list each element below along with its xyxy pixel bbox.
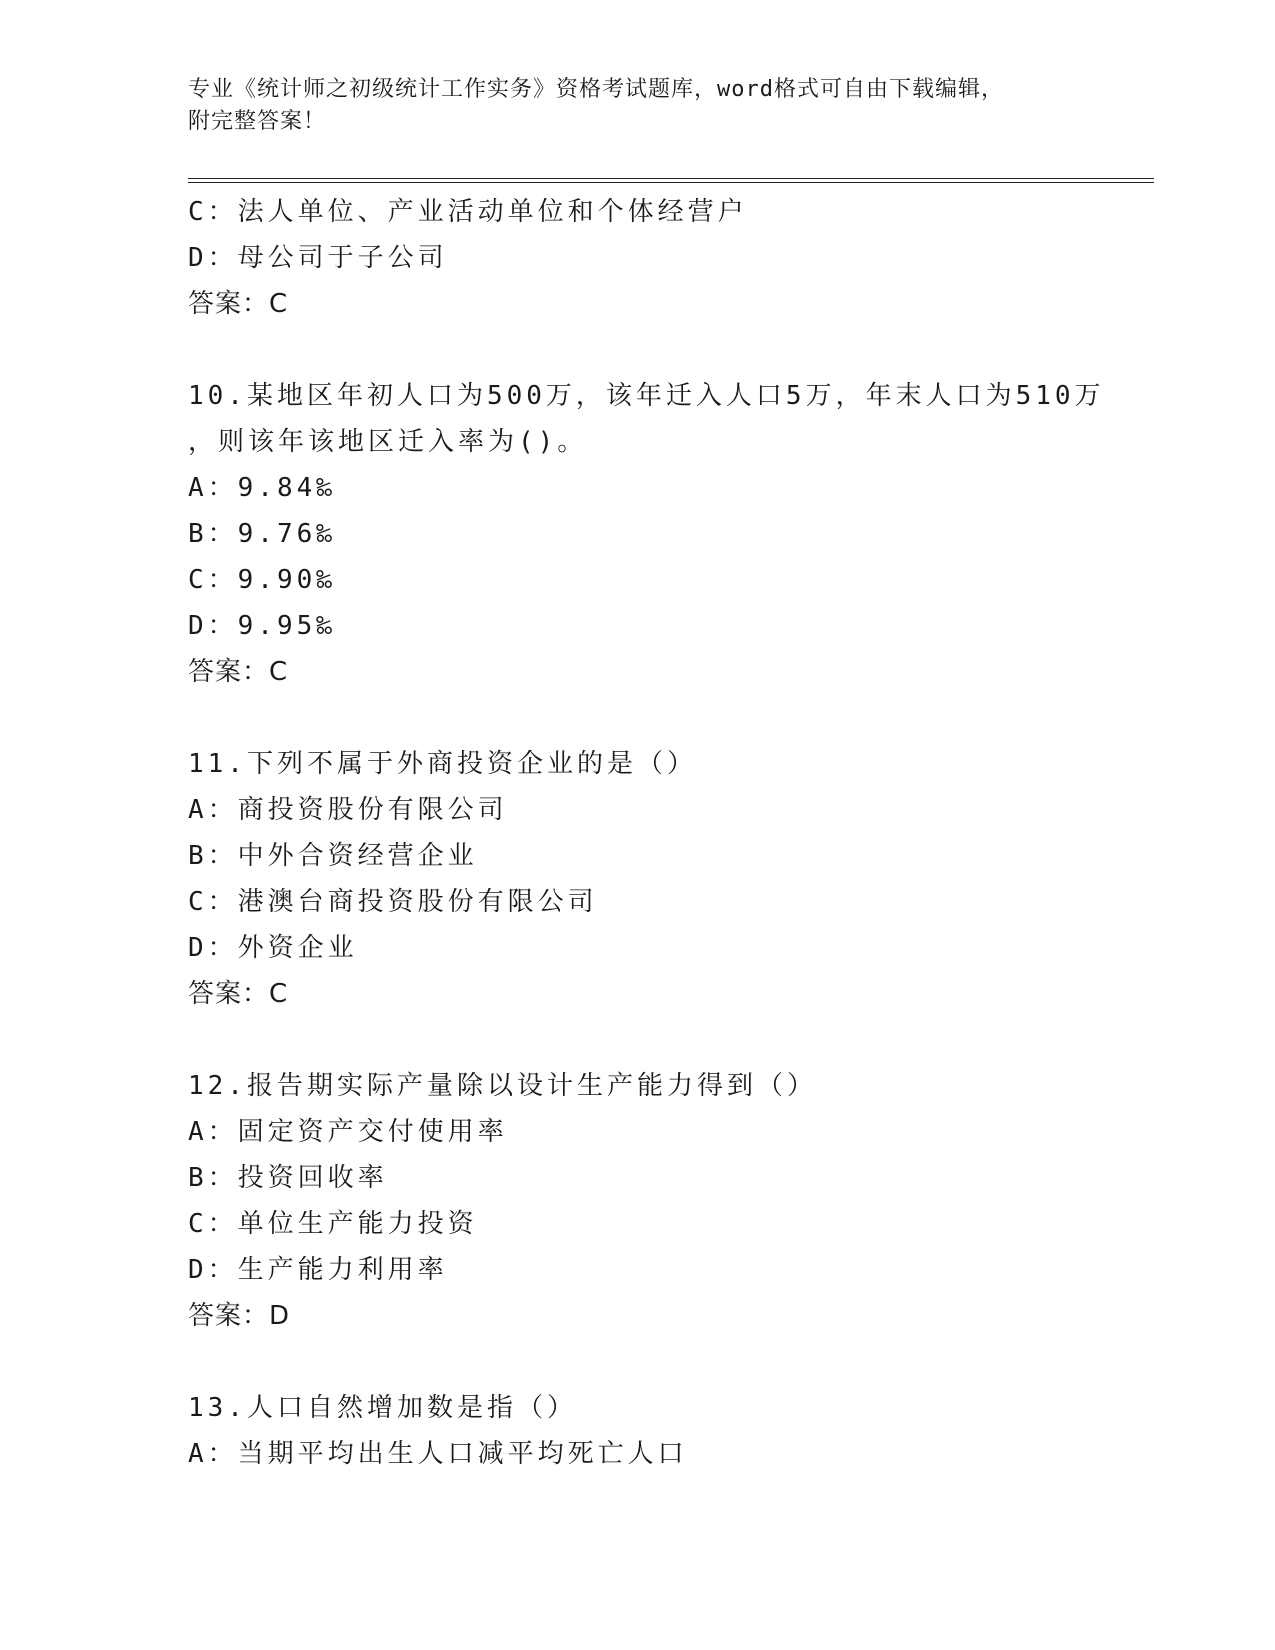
option-d: D：9.95‰ [188, 611, 336, 641]
document-header [188, 74, 1088, 138]
question-stem: 10.某地区年初人口为500万，该年迁入人口5万，年末人口为510万 [188, 381, 1105, 411]
question-stem: 12.报告期实际产量除以设计生产能力得到（） [188, 1071, 817, 1101]
question-13 [188, 1385, 1148, 1477]
option-a: A：商投资股份有限公司 [188, 795, 508, 825]
question-10 [188, 373, 1148, 695]
option-c: C：9.90‰ [188, 565, 336, 595]
spacer [188, 1017, 1148, 1063]
option-c: C：港澳台商投资股份有限公司 [188, 887, 598, 917]
option-d: D：母公司于子公司 [188, 243, 448, 273]
option-a: A：9.84‰ [188, 473, 336, 503]
option-d: D：生产能力利用率 [188, 1255, 448, 1285]
spacer [188, 1339, 1148, 1385]
answer-line: 答案：C [188, 979, 289, 1009]
option-b: B：中外合资经营企业 [188, 841, 478, 871]
question-11 [188, 741, 1148, 1017]
header-divider-top [188, 178, 1154, 179]
answer-line: 答案：D [188, 1301, 291, 1331]
option-a: A：固定资产交付使用率 [188, 1117, 508, 1147]
spacer [188, 695, 1148, 741]
answer-line: 答案：C [188, 657, 289, 687]
header-divider-bottom [188, 182, 1154, 183]
answer-line: 答案：C [188, 289, 289, 319]
spacer [188, 327, 1148, 373]
question-12 [188, 1063, 1148, 1339]
header-line-1: 专业《统计师之初级统计工作实务》资格考试题库，word格式可自由下载编辑， [188, 77, 1004, 102]
question-stem-continued: ，则该年该地区迁入率为()。 [188, 427, 588, 457]
question-9-tail [188, 189, 1148, 327]
question-list [188, 189, 1148, 1477]
option-b: B：9.76‰ [188, 519, 336, 549]
option-a: A：当期平均出生人口减平均死亡人口 [188, 1439, 688, 1469]
option-c: C：单位生产能力投资 [188, 1209, 478, 1239]
header-line-2: 附完整答案！ [188, 109, 327, 134]
option-b: B：投资回收率 [188, 1163, 388, 1193]
option-c: C：法人单位、产业活动单位和个体经营户 [188, 197, 748, 227]
question-stem: 11.下列不属于外商投资企业的是（） [188, 749, 697, 779]
question-stem: 13.人口自然增加数是指（） [188, 1393, 577, 1423]
option-d: D：外资企业 [188, 933, 358, 963]
